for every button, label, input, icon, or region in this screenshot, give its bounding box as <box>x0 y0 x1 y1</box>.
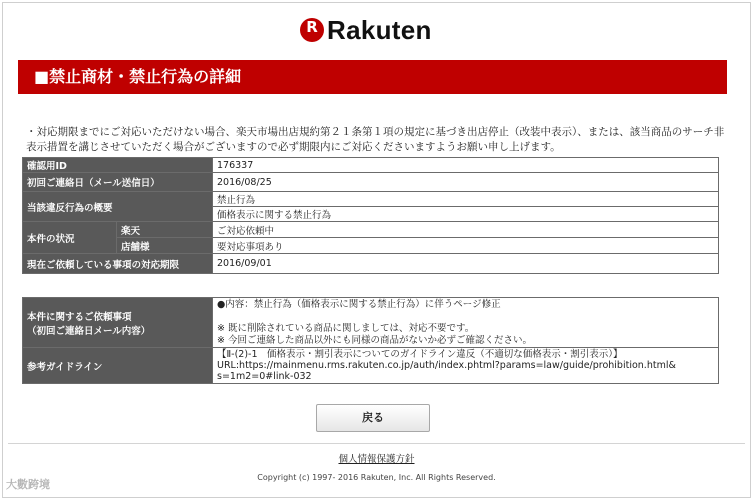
guideline-url-link[interactable]: URL:https://mainmenu.rms.rakuten.co.jp/auth/index.phtml?params=law/guide/prohibition.html& <box>217 360 676 371</box>
privacy-policy-link[interactable]: 個人情報保護方針 <box>338 454 415 465</box>
copyright-text: Copyright (c) 1997- 2016 Rakuten, Inc. All Rights Reserved. <box>257 473 496 482</box>
footer-divider <box>8 443 745 444</box>
back-button[interactable]: 戻る <box>316 404 430 432</box>
logo-text: Rakuten <box>327 14 432 45</box>
request-line: ※ 今回ご連絡した商品以外にも同様の商品がないか必ずご確認ください。 <box>217 335 532 346</box>
deadline-value: 2016/09/01 <box>213 254 719 274</box>
violation-type-value: 禁止行為 <box>213 192 719 207</box>
guideline-content <box>213 348 719 384</box>
table-row <box>23 192 719 207</box>
status-rakuten-value: ご対応依頼中 <box>213 222 719 238</box>
request-line: ※ 既に削除されている商品に関しましては、対応不要です。 <box>217 323 475 334</box>
confirm-id-value: 176337 <box>213 158 719 173</box>
request-line: ●内容：禁止行為（価格表示に関する禁止行為）に伴うページ修正 <box>217 299 501 310</box>
table-row <box>23 254 719 274</box>
watermark: 大數跨境 <box>6 478 50 491</box>
violation-details-table <box>22 157 719 274</box>
table-row <box>23 158 719 173</box>
status-label: 本件の状況 <box>23 222 117 254</box>
request-guideline-table <box>22 297 719 384</box>
status-rakuten-label: 楽天 <box>117 222 213 238</box>
request-label <box>23 298 213 348</box>
guideline-label: 参考ガイドライン <box>23 348 213 384</box>
guideline-url-link-cont[interactable]: s=1m2=0#link-032 <box>217 371 312 382</box>
first-contact-value: 2016/08/25 <box>213 173 719 192</box>
table-row <box>23 348 719 384</box>
table-row <box>23 173 719 192</box>
rakuten-logo[interactable] <box>300 14 432 46</box>
table-row <box>23 298 719 348</box>
deadline-label: 現在ご依頼している事項の対応期限 <box>23 254 213 274</box>
rakuten-logo-icon: R <box>300 18 324 42</box>
request-content <box>213 298 719 348</box>
table-row <box>23 238 719 254</box>
violation-detail-value: 価格表示に関する禁止行為 <box>213 207 719 222</box>
guideline-title: 【Ⅱ-(2)-1 価格表示・割引表示についてのガイドライン違反（不適切な価格表示・割引表示）】 <box>217 349 623 360</box>
page-title: ■禁止商材・禁止行為の詳細 <box>18 60 727 94</box>
deadline-notice: ・対応期限までにご対応いただけない場合、楽天市場出店規約第２１条第１項の規定に基づき出店停止（改装中表示）、または、該当商品のサーチ非表示措置を講じさせていただく場合がございますので必ず期限内にご対応くださいますようお願い申し上げます。 <box>26 126 725 153</box>
confirm-id-label: 確認用ID <box>23 158 213 173</box>
first-contact-label: 初回ご連絡日（メール送信日） <box>23 173 213 192</box>
table-row <box>23 222 719 238</box>
request-label-line: （初回ご連絡日メール内容） <box>27 325 151 337</box>
violation-summary-label: 当該違反行為の概要 <box>23 192 213 222</box>
status-shop-label: 店舗様 <box>117 238 213 254</box>
status-shop-value: 要対応事項あり <box>213 238 719 254</box>
request-label-line: 本件に関するご依頼事項 <box>27 311 132 323</box>
